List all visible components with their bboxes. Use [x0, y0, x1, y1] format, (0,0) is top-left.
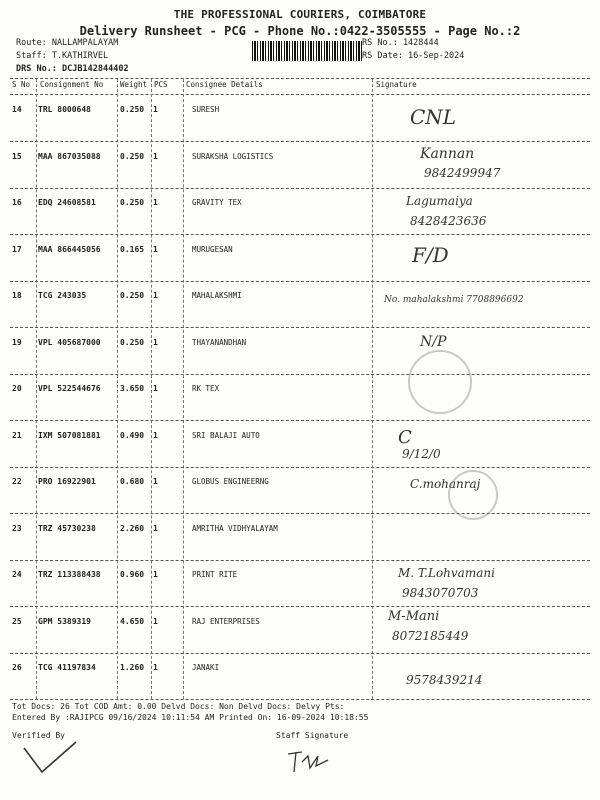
weight-value: 0.680 [120, 477, 145, 486]
weight-value: 0.250 [120, 198, 145, 207]
consignee-name: SRI BALAJI AUTO [192, 430, 260, 440]
weight-value: 1.260 [120, 663, 145, 672]
header-left [16, 37, 129, 76]
serial-number: 17 [12, 244, 22, 254]
company-stamp [408, 350, 472, 414]
pieces-count: 1 [153, 337, 158, 347]
col-header-consignment: Consignment No [40, 80, 104, 89]
consignee-name: MURUGESAN [192, 244, 233, 254]
table-row [10, 514, 590, 561]
serial-number: 14 [12, 105, 22, 114]
signature-phone: 9578439214 [406, 673, 483, 687]
weight-value: 0.490 [120, 430, 145, 440]
pieces-count: 1 [153, 151, 158, 161]
pieces-count: 1 [153, 616, 158, 626]
serial-number: 18 [12, 291, 22, 300]
pieces-count: 1 [153, 663, 158, 672]
totals-line: Tot Docs: 26 Tot COD Amt: 0.00 Delvd Docs: Non Delvd Docs: Delvy Pts: [12, 702, 345, 711]
table-row [10, 281, 590, 328]
serial-number: 21 [12, 430, 22, 440]
consignment-number: IXM 507081881 [38, 430, 101, 440]
serial-number: 20 [12, 384, 22, 393]
company-stamp [448, 470, 498, 520]
consignment-number: VPL 522544676 [38, 384, 101, 393]
weight-value: 0.250 [120, 105, 145, 114]
serial-number: 24 [12, 570, 22, 579]
consignment-number: TCG 41197834 [38, 663, 96, 672]
pieces-count: 1 [153, 430, 158, 440]
col-header-pcs: PCS [154, 80, 168, 89]
runsheet-title: Delivery Runsheet - PCG - Phone No.:0422-3505555 - Page No.:2 [79, 24, 521, 38]
signature-text: No. mahalakshmi 7708896692 [384, 295, 524, 305]
table-row [10, 328, 590, 375]
pieces-count: 1 [153, 523, 158, 533]
route-label: Route: NALLAMPALAYAM [16, 38, 119, 48]
signature-text: C [398, 426, 412, 448]
signature-text: Kannan [420, 145, 475, 162]
consignment-number: TRL 8000648 [38, 105, 91, 114]
serial-number: 25 [12, 616, 22, 626]
consignment-number: MAA 867035088 [38, 151, 101, 161]
consignee-name: GRAVITY TEX [192, 198, 242, 207]
pieces-count: 1 [153, 291, 158, 300]
serial-number: 26 [12, 663, 22, 672]
consignee-name: GLOBUS ENGINEERNG [192, 477, 269, 486]
col-header-weight: Weight [120, 80, 148, 89]
signature-text: M-Mani [388, 608, 440, 624]
consignment-number: GPM 5389319 [38, 616, 91, 626]
signature-text: C.mohanraj [410, 477, 481, 491]
weight-value: 0.960 [120, 570, 145, 579]
staff-signature-scribble [282, 744, 332, 778]
weight-value: 3.650 [120, 384, 145, 393]
consignee-name: SURAKSHA LOGISTICS [192, 151, 274, 161]
signature-phone: 9/12/0 [402, 446, 441, 461]
consignee-name: PRINT RITE [192, 570, 238, 579]
consignee-name: SURESH [192, 105, 220, 114]
pieces-count: 1 [153, 198, 158, 207]
entered-line: Entered By :RAJIPCG 09/16/2024 10:11:54 AM Printed On: 16-09-2024 10:18:55 [12, 713, 369, 722]
verified-tick-mark [20, 738, 80, 778]
table-row [10, 560, 590, 607]
rs-number: RS No.: 1428444 [362, 38, 439, 48]
serial-number: 22 [12, 477, 22, 486]
table-row [10, 235, 590, 282]
weight-value: 0.165 [120, 244, 145, 254]
company-title: THE PROFESSIONAL COURIERS, COIMBATORE [173, 8, 427, 21]
consignment-number: PRO 16922901 [38, 477, 96, 486]
table-top-rule [10, 78, 590, 79]
consignment-number: VPL 405687000 [38, 337, 101, 347]
drs-label: DRS No.: DCJB142844402 [16, 64, 129, 74]
col-header-signature: Signature [376, 80, 417, 89]
table-row [10, 142, 590, 189]
table-row [10, 95, 590, 142]
consignment-number: TRZ 45730238 [38, 523, 96, 533]
consignee-name: THAYANANDHAN [192, 337, 247, 347]
table-row [10, 653, 590, 700]
consignment-number: EDQ 24608581 [38, 198, 96, 207]
barcode [252, 41, 362, 61]
table-row [10, 188, 590, 235]
consignee-name: AMRITHA VIDHYALAYAM [192, 523, 278, 533]
pieces-count: 1 [153, 244, 158, 254]
pieces-count: 1 [153, 384, 158, 393]
weight-value: 4.650 [120, 616, 145, 626]
staff-signature-label: Staff Signature [276, 731, 349, 740]
rs-date: RS Date: 16-Sep-2024 [362, 51, 465, 61]
table-row [10, 421, 590, 468]
signature-text: CNL [410, 105, 457, 129]
signature-text: F/D [412, 242, 449, 267]
signature-text: N/P [420, 333, 447, 350]
consignee-name: JANAKI [192, 663, 220, 672]
col-header-consignee: Consignee Details [186, 80, 263, 89]
pieces-count: 1 [153, 570, 158, 579]
consignment-number: TRZ 113388438 [38, 570, 101, 579]
consignment-number: MAA 866445056 [38, 244, 101, 254]
serial-number: 19 [12, 337, 22, 347]
serial-number: 15 [12, 151, 22, 161]
table-row [10, 607, 590, 654]
signature-phone: 8072185449 [392, 628, 469, 643]
table-row [10, 467, 590, 514]
staff-label: Staff: T.KATHIRVEL [16, 51, 109, 61]
signature-phone: 9842499947 [424, 165, 501, 180]
signature-text: Lagumaiya [406, 194, 473, 208]
signature-phone: 8428423636 [410, 214, 487, 228]
pieces-count: 1 [153, 105, 158, 114]
consignee-name: RK TEX [192, 384, 220, 393]
weight-value: 2.260 [120, 523, 145, 533]
weight-value: 0.250 [120, 291, 145, 300]
signature-phone: 9843070703 [402, 586, 479, 600]
col-header-sno: S No [12, 80, 31, 89]
header-right [362, 37, 464, 63]
serial-number: 16 [12, 198, 22, 207]
consignee-name: MAHALAKSHMI [192, 291, 242, 300]
table-row [10, 374, 590, 421]
verified-label: Verified By [12, 731, 65, 740]
signature-text: M. T.Lohvamani [398, 566, 495, 580]
serial-number: 23 [12, 523, 22, 533]
consignment-number: TCG 243035 [38, 291, 87, 300]
pieces-count: 1 [153, 477, 158, 486]
weight-value: 0.250 [120, 337, 145, 347]
weight-value: 0.250 [120, 151, 145, 161]
consignee-name: RAJ ENTERPRISES [192, 616, 260, 626]
